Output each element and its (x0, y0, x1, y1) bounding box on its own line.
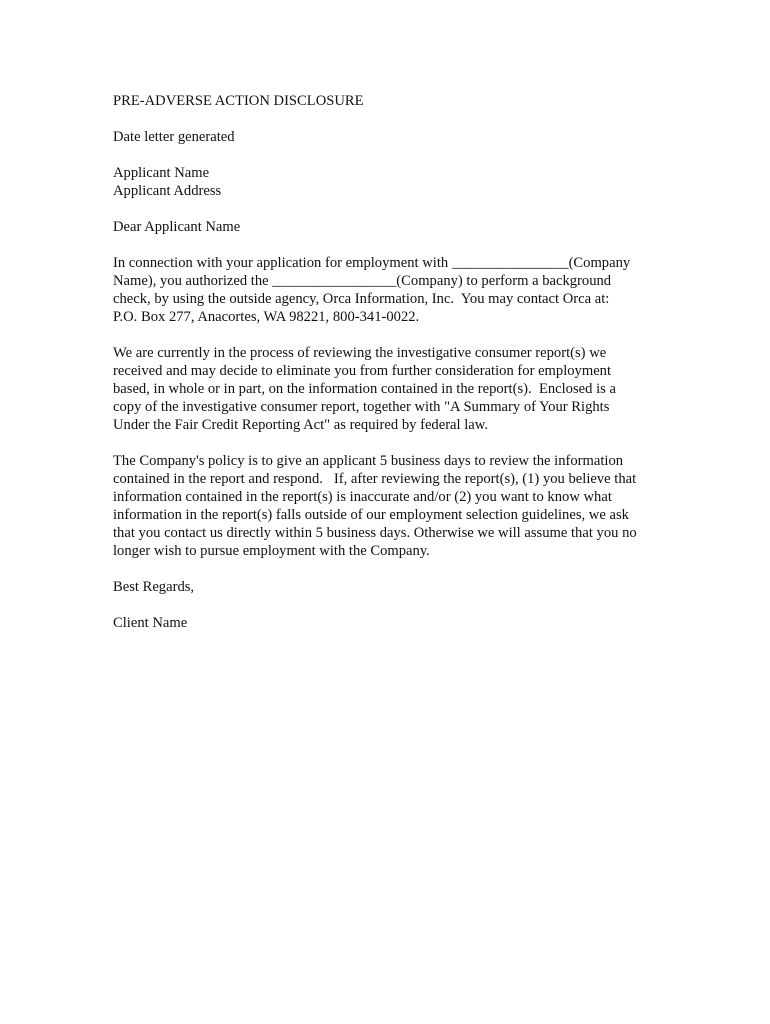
applicant-address: Applicant Address (113, 183, 222, 199)
salutation: Dear Applicant Name (113, 219, 241, 235)
paragraph-line: received and may decide to eliminate you from further consideration for employment (113, 363, 612, 379)
date-line: Date letter generated (113, 129, 235, 145)
paragraph-line: copy of the investigative consumer report, together with "A Summary of Your Rights (113, 399, 610, 415)
paragraph-policy (113, 452, 673, 560)
paragraph-authorization (113, 254, 673, 326)
paragraph-line: In connection with your application for employment with ________________(Company (113, 255, 631, 271)
paragraph-line: information contained in the report(s) is inaccurate and/or (2) you want to know what (113, 489, 612, 505)
applicant-name: Applicant Name (113, 165, 210, 181)
paragraph-line: information in the report(s) falls outside of our employment selection guidelines, we ask (113, 507, 629, 523)
paragraph-line: check, by using the outside agency, Orca Information, Inc. You may contact Orca at: (113, 291, 610, 307)
paragraph-line: longer wish to pursue employment with the Company. (113, 543, 430, 559)
paragraph-line: that you contact us directly within 5 business days. Otherwise we will assume that you no (113, 525, 637, 541)
letter-body (113, 92, 673, 632)
paragraph-review (113, 344, 673, 434)
paragraph-line: based, in whole or in part, on the information contained in the report(s). Enclosed is a (113, 381, 616, 397)
paragraph-line: Name), you authorized the _________________(Company) to perform a background (113, 273, 612, 289)
document-title: PRE-ADVERSE ACTION DISCLOSURE (113, 93, 364, 109)
closing: Best Regards, (113, 579, 195, 595)
paragraph-line: Under the Fair Credit Reporting Act" as required by federal law. (113, 417, 489, 433)
paragraph-line: P.O. Box 277, Anacortes, WA 98221, 800-341-0022. (113, 309, 420, 325)
signature-name: Client Name (113, 615, 188, 631)
paragraph-line: contained in the report and respond. If, after reviewing the report(s), (1) you believe that (113, 471, 637, 487)
paragraph-line: The Company's policy is to give an applicant 5 business days to review the information (113, 453, 624, 469)
paragraph-line: We are currently in the process of reviewing the investigative consumer report(s) we (113, 345, 607, 361)
